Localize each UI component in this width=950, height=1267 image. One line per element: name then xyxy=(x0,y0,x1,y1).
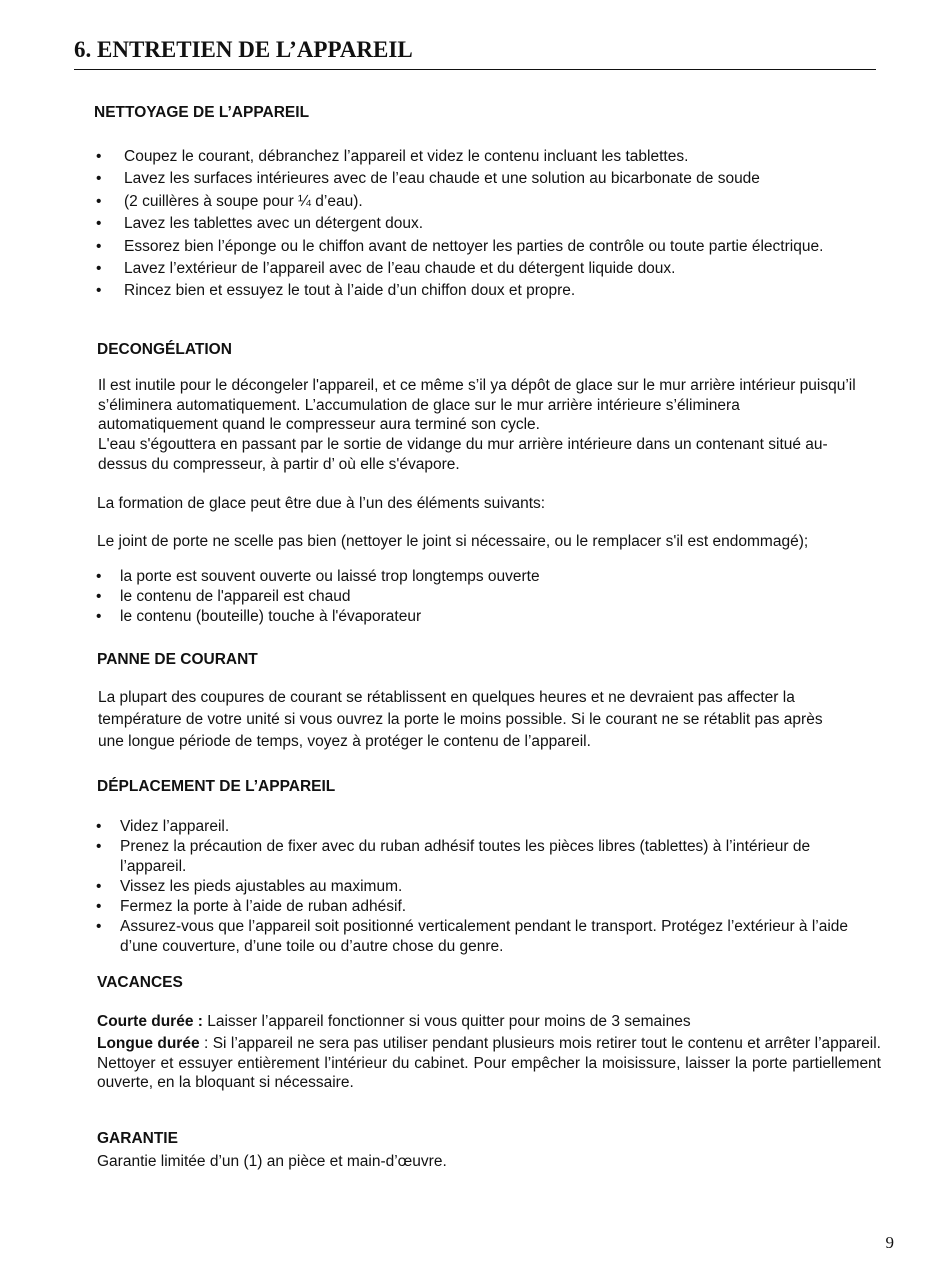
vacation-short-label: Courte durée : xyxy=(97,1013,203,1030)
defrost-paragraph-4: Le joint de porte ne scelle pas bien (nettoyer le joint si nécessaire, ou le remplacer s'il est endommagé); xyxy=(97,533,809,550)
bullet-icon: • xyxy=(96,918,102,935)
vacation-long-text: : Si l’appareil ne sera pas utiliser pendant plusieurs mois retirer tout le contenu et arrêter l’appareil. Nettoyer et essuyer entièrement l’intérieur du cabinet. Pour empêcher la moisissure, laisser la porte partiellement ouverte, en la bloquant si nécessaire. xyxy=(97,1035,881,1092)
vacation-short-paragraph xyxy=(97,1012,882,1032)
list-item: • Essorez bien l’éponge ou le chiffon avant de nettoyer les parties de contrôle ou toute partie électrique. xyxy=(96,236,826,258)
bullet-icon: • xyxy=(96,878,102,895)
bullet-icon: • xyxy=(96,148,102,165)
bullet-icon: • xyxy=(96,568,102,585)
bullet-icon: • xyxy=(96,838,102,855)
vacation-short-text: Laisser l’appareil fonctionner si vous quitter pour moins de 3 semaines xyxy=(202,1013,691,1030)
list-item: • Lavez les surfaces intérieures avec de l’eau chaude et une solution au bicarbonate de soude xyxy=(96,168,826,190)
vacation-long-paragraph xyxy=(97,1034,881,1093)
bullet-icon: • xyxy=(96,588,102,605)
list-item: • Rincez bien et essuyez le tout à l’aide d’un chiffon doux et propre. xyxy=(96,280,826,302)
bullet-icon: • xyxy=(96,282,102,300)
bullet-icon: • xyxy=(96,192,102,210)
section-heading-defrost: DECONGÉLATION xyxy=(97,341,232,358)
bullet-icon: • xyxy=(96,818,102,835)
section-heading-power-failure: PANNE DE COURANT xyxy=(97,651,258,668)
bullet-icon: • xyxy=(96,260,102,278)
list-item: • Coupez le courant, débranchez l’appareil et videz le contenu incluant les tablettes. xyxy=(96,146,826,168)
defrost-paragraph-3: La formation de glace peut être due à l’un des éléments suivants: xyxy=(97,495,546,512)
page-number: 9 xyxy=(885,1233,894,1252)
list-item: • Lavez l’extérieur de l’appareil avec de l’eau chaude et du détergent liquide doux. xyxy=(96,258,826,280)
defrost-paragraph-2: L'eau s'égouttera en passant par le sortie de vidange du mur arrière intérieure dans un contenant situé au-dessus du compresseur, à partir d’ où elle s'évapore. xyxy=(98,436,828,473)
list-item: • Lavez les tablettes avec un détergent doux. xyxy=(96,213,826,235)
list-item: • Vissez les pieds ajustables au maximum. xyxy=(96,878,403,895)
list-item: • le contenu (bouteille) touche à l'évaporateur xyxy=(96,608,422,625)
warranty-text: Garantie limitée d’un (1) an pièce et main-d’œuvre. xyxy=(97,1153,447,1170)
defrost-paragraph-1: Il est inutile pour le décongeler l'appareil, et ce même s’il ya dépôt de glace sur le mur arrière intérieur puisqu’il s’éliminera automatiquement. L’accumulation de glace sur le mur arrière intérieure s’éliminera automatiquement quand le compresseur aura terminé son cycle. xyxy=(98,377,856,434)
power-failure-paragraph: La plupart des coupures de courant se rétablissent en quelques heures et ne devraient pas affecter la température de votre unité si vous ouvrez la porte le moins possible. Si le courant ne se rétablit pas après une longue période de temps, voyez à protéger le contenu de l’appareil. xyxy=(98,689,823,750)
bullet-icon: • xyxy=(96,215,102,233)
section-heading-vacation: VACANCES xyxy=(97,974,183,991)
list-item: • la porte est souvent ouverte ou laissé trop longtemps ouverte xyxy=(96,568,540,585)
page-title: 6. ENTRETIEN DE L’APPAREIL xyxy=(74,37,413,62)
moving-list xyxy=(96,817,861,957)
section-heading-cleaning: NETTOYAGE DE L’APPAREIL xyxy=(94,104,310,121)
vacation-long-label: Longue durée xyxy=(97,1035,200,1052)
bullet-icon: • xyxy=(96,170,102,188)
bullet-icon: • xyxy=(96,237,102,255)
list-item: • Assurez-vous que l’appareil soit positionné verticalement pendant le transport. Protégez l’extérieur à l’aide d’une couverture, d’une toile ou d’autre chose du genre. xyxy=(96,918,849,955)
list-item: • Videz l’appareil. xyxy=(96,818,230,835)
list-item: • le contenu de l'appareil est chaud xyxy=(96,588,351,605)
list-item: • (2 cuillères à soupe pour ¼ d’eau). xyxy=(96,191,826,213)
list-item: • Prenez la précaution de fixer avec du ruban adhésif toutes les pièces libres (tablettes) à l’intérieur de l’appareil. xyxy=(96,838,811,875)
cleaning-list xyxy=(96,146,826,303)
title-divider xyxy=(74,69,876,70)
defrost-causes-list xyxy=(96,567,856,627)
list-item: • Fermez la porte à l’aide de ruban adhésif. xyxy=(96,898,407,915)
bullet-icon: • xyxy=(96,898,102,915)
bullet-icon: • xyxy=(96,608,102,625)
section-heading-moving: DÉPLACEMENT DE L’APPAREIL xyxy=(97,778,336,795)
section-heading-warranty: GARANTIE xyxy=(97,1130,178,1147)
